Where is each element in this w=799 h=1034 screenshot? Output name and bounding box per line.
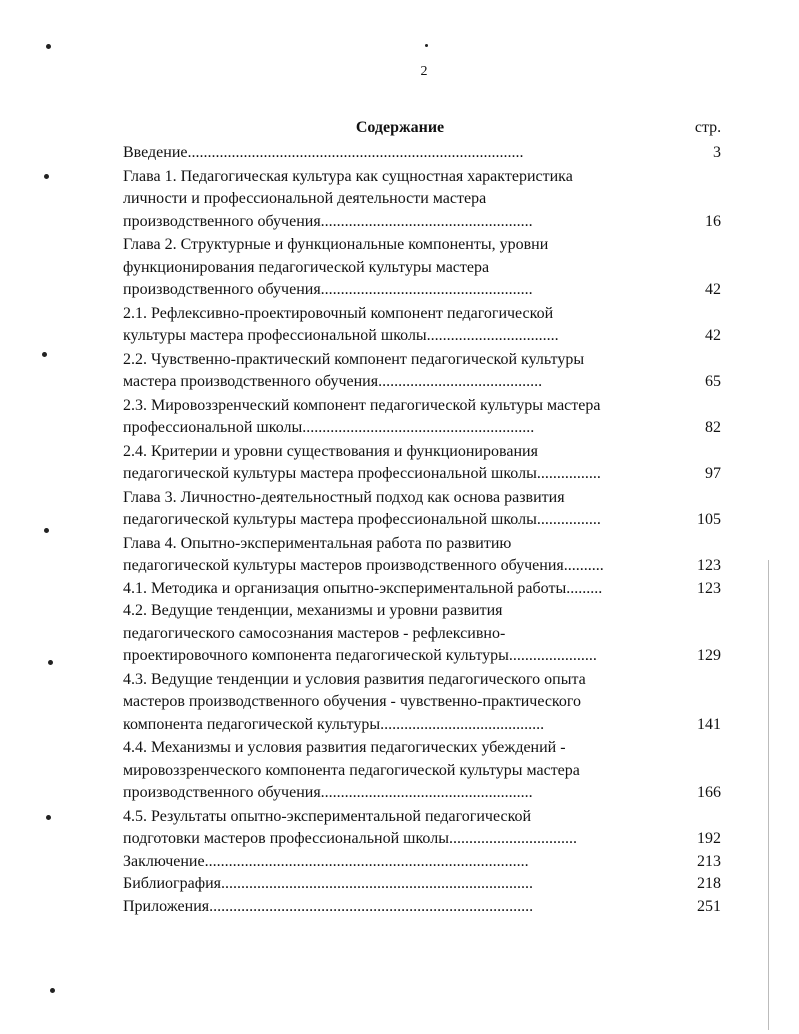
toc-entry-text: 2.1. Рефлексивно-проектировочный компонент педагогической культуры мастера профессиональной школы................................. bbox=[123, 304, 559, 344]
toc-entry-text: 2.3. Мировоззренческий компонент педагогической культуры мастера профессиональной школы.......................................................... bbox=[123, 396, 601, 436]
toc-entry bbox=[123, 578, 723, 601]
scan-speck bbox=[48, 660, 53, 665]
toc-entry bbox=[123, 533, 723, 578]
toc-entry-text: 4.4. Механизмы и условия развития педагогических убеждений - мировоззренческого компонента педагогической культуры мастера производственного обучения..................................................... bbox=[123, 739, 580, 801]
toc-entry-page: 3 bbox=[713, 144, 721, 161]
page-title: Содержание bbox=[355, 119, 445, 136]
toc-entry-text: Глава 4. Опытно-экспериментальная работа по развитию педагогической культуры мастеров производственного обучения.......... bbox=[123, 534, 604, 574]
toc-entry bbox=[123, 873, 723, 896]
toc-entry bbox=[123, 395, 723, 440]
toc-entry-page: 105 bbox=[697, 511, 721, 528]
toc-entry bbox=[123, 487, 723, 532]
toc-entry-text: Глава 1. Педагогическая культура как сущностная характеристика личности и профессиональной деятельности мастера производственного обучения..................................................... bbox=[123, 167, 573, 230]
toc-entry bbox=[123, 896, 723, 919]
toc-entry-page: 192 bbox=[697, 830, 721, 847]
toc-entry bbox=[123, 349, 723, 394]
toc-entry-text: Библиография.............................................................................. bbox=[123, 875, 533, 892]
page-number: 2 bbox=[420, 64, 428, 79]
scan-edge-line bbox=[768, 560, 769, 1030]
toc-entry-page: 42 bbox=[705, 281, 721, 298]
page-column-header: стр. bbox=[694, 119, 722, 136]
toc-entry bbox=[123, 142, 723, 165]
toc-entry-text: 4.2. Ведущие тенденции, механизмы и уровни развития педагогического самосознания мастеров - рефлексивно- проектировочного компонента педагогической культуры...................... bbox=[123, 602, 597, 664]
toc-entry-text: Приложения................................................................................. bbox=[123, 897, 534, 915]
toc-entry-page: 16 bbox=[705, 212, 721, 230]
toc-entry bbox=[123, 737, 723, 805]
scan-speck bbox=[46, 44, 51, 49]
toc-entry-page: 123 bbox=[697, 579, 721, 597]
toc-entry-page: 251 bbox=[697, 897, 721, 915]
toc-entry-text: 2.4. Критерии и уровни существования и функционирования педагогической культуры мастера профессиональной школы................ bbox=[123, 442, 601, 482]
toc-entry-page: 123 bbox=[697, 557, 721, 574]
toc-entry-page: 65 bbox=[705, 373, 721, 390]
toc-entry bbox=[123, 600, 723, 668]
toc-entry-page: 213 bbox=[697, 852, 721, 870]
toc-entry-page: 166 bbox=[697, 784, 721, 801]
toc-entry bbox=[123, 806, 723, 851]
toc-entry bbox=[123, 166, 723, 234]
toc-entry-text: 4.1. Методика и организация опытно-экспериментальной работы......... bbox=[123, 579, 603, 597]
toc-entry-page: 129 bbox=[697, 647, 721, 664]
toc-entry-page: 218 bbox=[697, 875, 721, 892]
scan-speck bbox=[46, 815, 51, 820]
toc-entry bbox=[123, 851, 723, 874]
toc-entry-text: Заключение................................................................................. bbox=[123, 852, 529, 870]
scan-speck bbox=[50, 988, 55, 993]
scan-speck bbox=[44, 174, 49, 179]
scan-speck bbox=[42, 352, 47, 357]
toc-entry-text: 4.5. Результаты опытно-экспериментальной педагогической подготовки мастеров профессиональной школы................................ bbox=[123, 807, 577, 847]
table-of-contents bbox=[123, 142, 723, 918]
toc-entry bbox=[123, 303, 723, 348]
toc-entry-text: 2.2. Чувственно-практический компонент педагогической культуры мастера производственного обучения......................................... bbox=[123, 350, 585, 390]
toc-entry-page: 82 bbox=[705, 419, 721, 436]
toc-entry bbox=[123, 441, 723, 486]
toc-entry bbox=[123, 669, 723, 737]
toc-entry-text: Введение.................................................................................... bbox=[123, 144, 524, 161]
toc-entry-page: 141 bbox=[697, 715, 721, 733]
scan-speck bbox=[44, 528, 49, 533]
scan-speck bbox=[425, 44, 428, 47]
toc-entry-page: 97 bbox=[705, 465, 721, 482]
toc-entry-text: Глава 2. Структурные и функциональные компоненты, уровни функционирования педагогической культуры мастера производственного обучения..................................................... bbox=[123, 236, 549, 298]
toc-entry-text: 4.3. Ведущие тенденции и условия развития педагогического опыта мастеров производственного обучения - чувственно-практического компонента педагогической культуры......................................... bbox=[123, 670, 586, 733]
toc-entry-text: Глава 3. Личностно-деятельностный подход как основа развития педагогической культуры мастера профессиональной школы................ bbox=[123, 488, 601, 528]
toc-entry bbox=[123, 234, 723, 302]
toc-entry-page: 42 bbox=[705, 327, 721, 344]
